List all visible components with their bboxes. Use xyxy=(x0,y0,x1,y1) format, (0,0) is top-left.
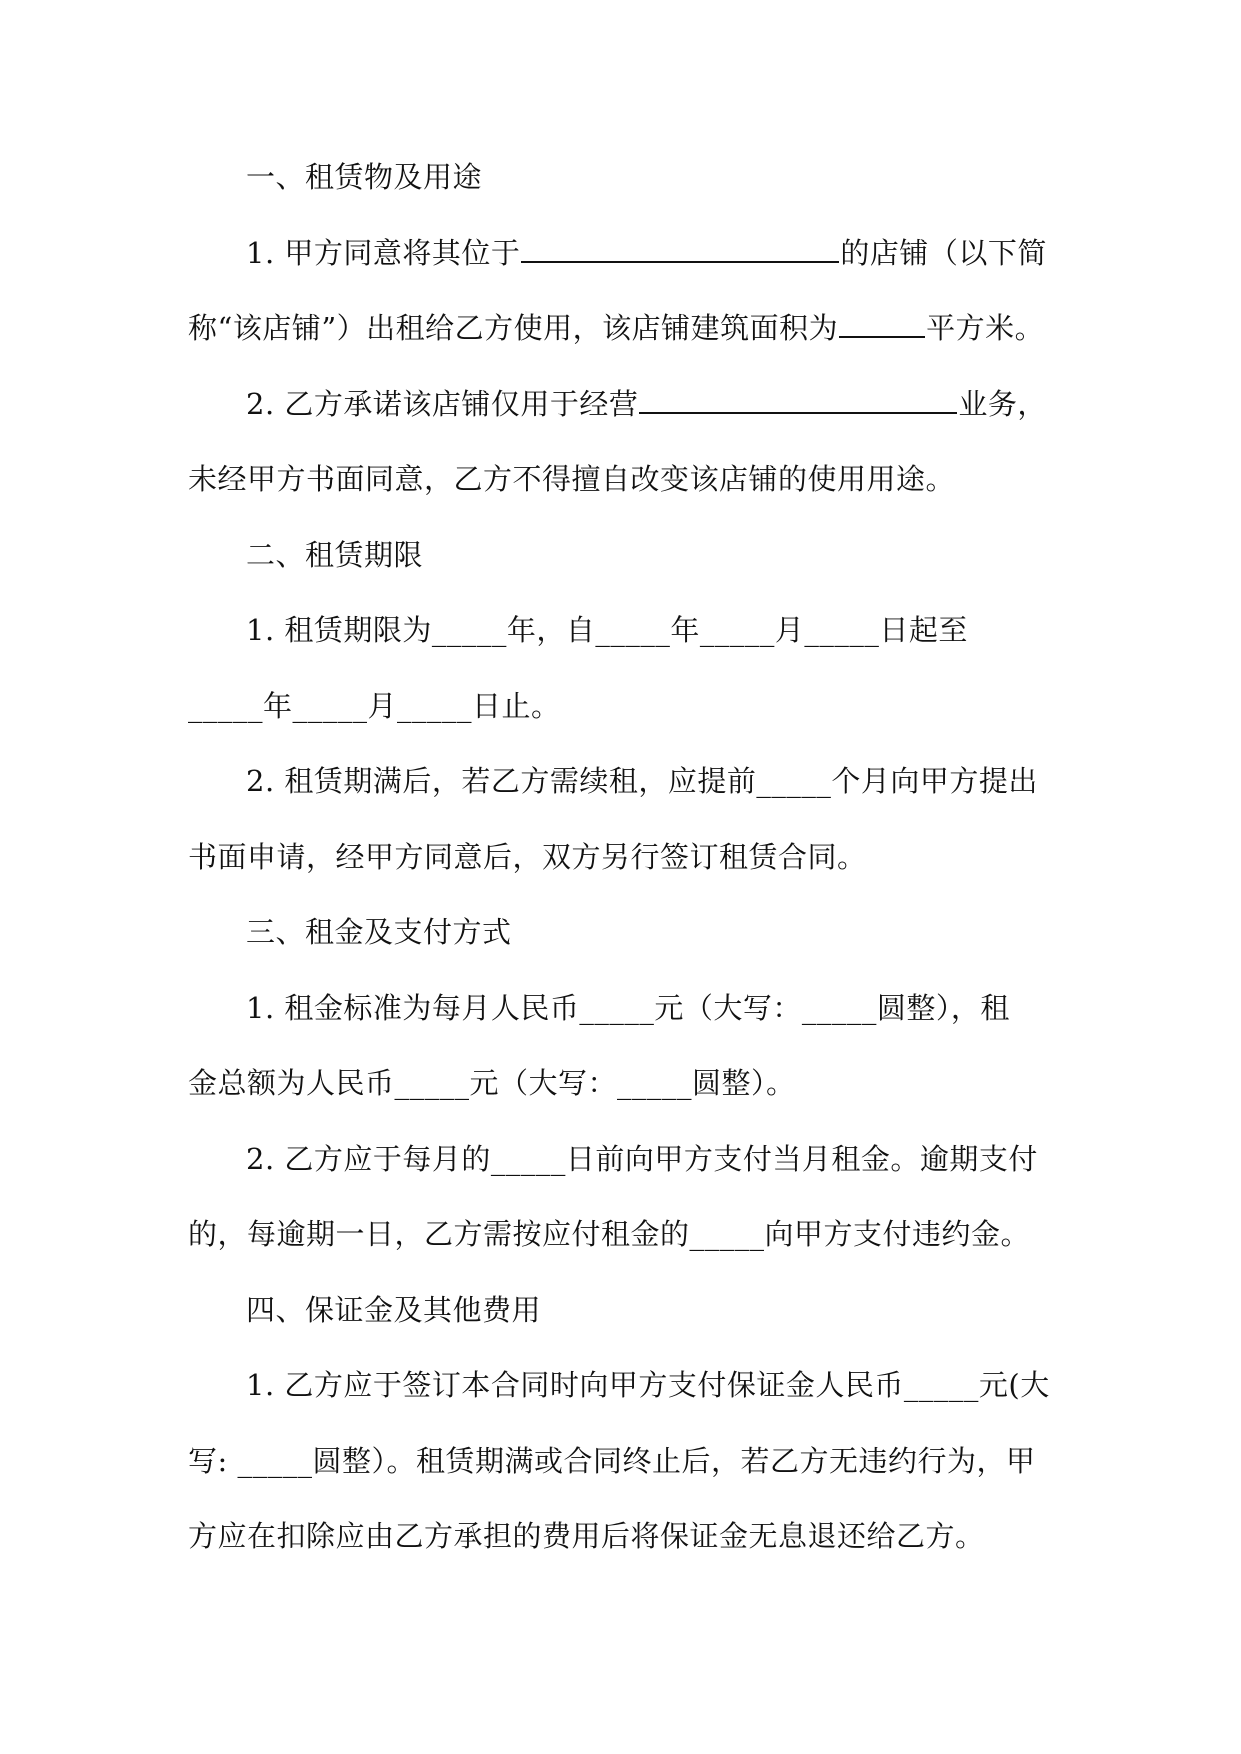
clause-text: 1. 甲方同意将其位于 xyxy=(246,235,521,270)
clause-4-1-line-3: 方应在扣除应由乙方承担的费用后将保证金无息退还给乙方。 xyxy=(188,1519,985,1553)
location-blank xyxy=(521,241,839,263)
clause-3-1-line-2: 金总额为人民币_____元（大写：_____圆整）。 xyxy=(188,1066,796,1100)
clause-1-2-line-2: 未经甲方书面同意，乙方不得擅自改变该店铺的使用用途。 xyxy=(188,462,956,496)
clause-1-1-line-1 xyxy=(188,216,1056,292)
clause-2-2-line-2: 书面申请，经甲方同意后，双方另行签订租赁合同。 xyxy=(188,839,867,874)
clause-3-1-line-1: 1. 租金标准为每月人民币_____元（大写：_____圆整），租 xyxy=(246,990,1010,1025)
clause-2-2-line-1: 2. 租赁期满后，若乙方需续租，应提前_____个月向甲方提出 xyxy=(246,764,1038,798)
clause-1-1-line-2 xyxy=(188,291,1056,367)
section-heading-4: 四、保证金及其他费用 xyxy=(246,1292,542,1327)
clause-text: 的店铺（以下简 xyxy=(840,235,1047,270)
clause-3-2-line-2: 的，每逾期一日，乙方需按应付租金的_____向甲方支付违约金。 xyxy=(188,1217,1031,1251)
business-blank xyxy=(639,392,957,414)
section-heading-2: 二、租赁期限 xyxy=(246,537,424,572)
clause-4-1-line-1: 1. 乙方应于签订本合同时向甲方支付保证金人民币_____元(大 xyxy=(246,1368,1050,1402)
clause-text: 称“该店铺”）出租给乙方使用，该店铺建筑面积为 xyxy=(188,311,839,345)
contract-body xyxy=(188,140,1056,1575)
clause-1-2-line-1 xyxy=(188,367,1056,443)
clause-2-1-line-2: _____年_____月_____日止。 xyxy=(188,688,561,723)
clause-4-1-line-2: 写: _____圆整）。租赁期满或合同终止后，若乙方无违约行为，甲 xyxy=(188,1443,1036,1478)
clause-2-1-line-1: 1. 租赁期限为_____年，自_____年_____月_____日起至 xyxy=(246,613,968,647)
clause-3-2-line-1: 2. 乙方应于每月的_____日前向甲方支付当月租金。逾期支付 xyxy=(246,1141,1038,1176)
section-heading-1: 一、租赁物及用途 xyxy=(246,160,483,194)
area-blank xyxy=(839,316,925,338)
clause-text: 2. 乙方承诺该店铺仅用于经营 xyxy=(246,386,639,421)
clause-text: 平方米。 xyxy=(926,311,1045,345)
clause-text: 业务， xyxy=(958,386,1047,421)
section-heading-3: 三、租金及支付方式 xyxy=(246,915,512,949)
